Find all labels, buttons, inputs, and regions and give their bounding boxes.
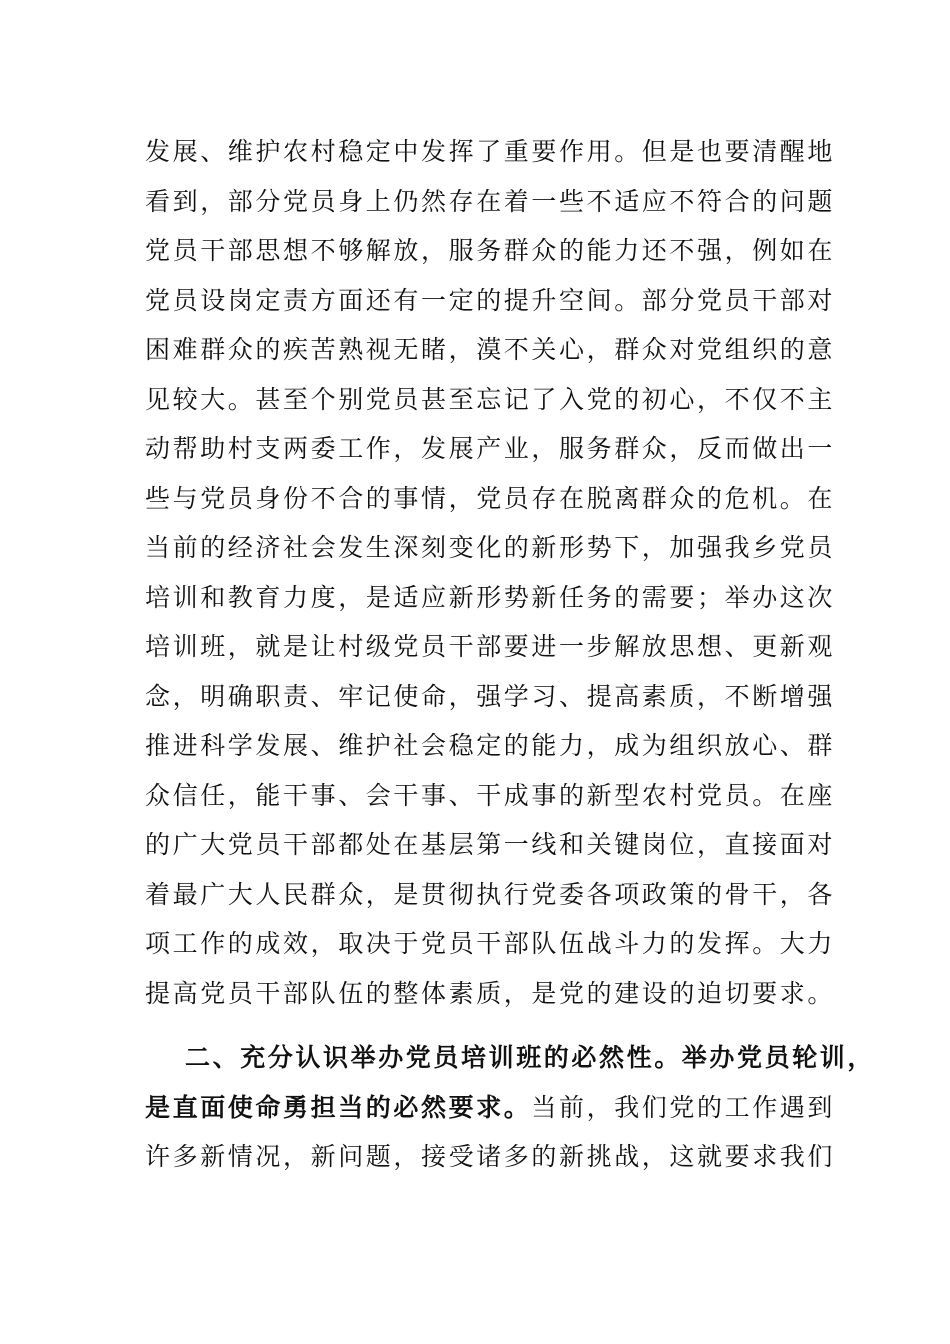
text-line: 些与党员身份不合的事情，党员存在脱离群众的危机。在	[145, 483, 836, 513]
text-line: 的广大党员干部都处在基层第一线和关键岗位，直接面对	[145, 830, 836, 859]
text-line: 项工作的成效，取决于党员干部队伍战斗力的发挥。大力	[145, 929, 836, 958]
section-heading: 二、充分认识举办党员培训班的必然性。举办党员轮训，	[185, 1043, 876, 1072]
section-two-paragraph	[145, 1033, 876, 1182]
section-line	[145, 1083, 836, 1133]
text-line: 培训和教育力度，是适应新形势新任务的需要；举办这次	[145, 582, 836, 612]
body-paragraph	[145, 127, 836, 1018]
section-line: 许多新情况，新问题，接受诸多的新挑战，这就要求我们	[145, 1142, 836, 1171]
text-line: 见较大。甚至个别党员甚至忘记了入党的初心，不仅不主	[145, 384, 836, 414]
section-text: 当前，我们党的工作遇到	[531, 1092, 836, 1122]
text-line: 念，明确职责、牢记使命，强学习、提高素质，不断增强	[145, 681, 836, 711]
text-line: 提高党员干部队伍的整体素质，是党的建设的迫切要求。	[145, 978, 836, 1008]
text-line: 着最广大人民群众，是贯彻执行党委各项政策的骨干，各	[145, 879, 836, 909]
text-line: 党员设岗定责方面还有一定的提升空间。部分党员干部对	[145, 285, 836, 315]
text-line: 困难群众的疾苦熟视无睹，漠不关心，群众对党组织的意	[145, 335, 836, 364]
text-line: 培训班，就是让村级党员干部要进一步解放思想、更新观	[145, 632, 836, 661]
text-line: 当前的经济社会发生深刻变化的新形势下，加强我乡党员	[145, 533, 836, 562]
text-line: 发展、维护农村稳定中发挥了重要作用。但是也要清醒地	[145, 137, 836, 166]
text-line: 动帮助村支两委工作，发展产业，服务群众，反而做出一	[145, 434, 836, 463]
text-line: 看到，部分党员身上仍然存在着一些不适应不符合的问题	[145, 186, 836, 216]
text-line: 众信任，能干事、会干事、干成事的新型农村党员。在座	[145, 780, 836, 810]
text-line: 党员干部思想不够解放，服务群众的能力还不强，例如在	[145, 236, 836, 265]
text-line: 推进科学发展、维护社会稳定的能力，成为组织放心、群	[145, 731, 836, 760]
section-heading-continuation: 是直面使命勇担当的必然要求。	[145, 1092, 532, 1122]
